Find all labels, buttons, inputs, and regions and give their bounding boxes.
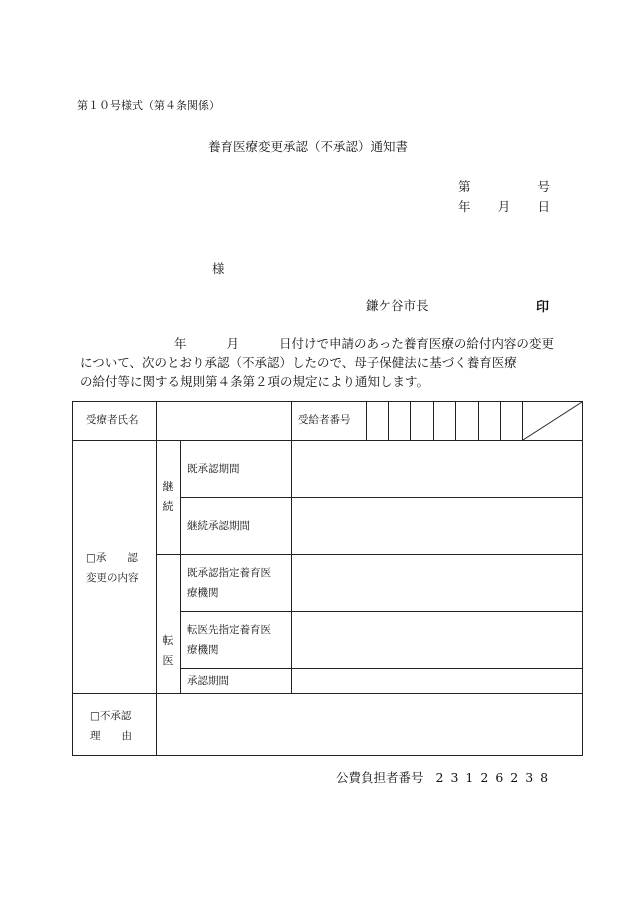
prior-facility-label-line2: 療機関: [187, 587, 219, 599]
date-day: 日: [537, 199, 550, 214]
burden-label: 公費負担者番号: [336, 770, 424, 785]
document-title: 養育医療変更承認（不承認）通知書: [208, 139, 409, 154]
continuation-label: 継続: [162, 480, 174, 513]
number-suffix: 号: [537, 179, 550, 194]
approved-period-label: 承認期間: [187, 675, 229, 687]
new-facility-label-line1: 転医先指定養育医: [187, 624, 271, 636]
recipient-name-label: 受療者氏名: [86, 414, 139, 426]
addressee-honorific: 様: [212, 261, 225, 276]
burden-value: 23126238: [435, 770, 556, 785]
body-year: 年: [174, 336, 187, 351]
prior-facility-label-line1: 既承認指定養育医: [187, 567, 271, 579]
new-facility-label-line2: 療機関: [187, 644, 219, 656]
rejection-label-line1: □不承認: [90, 710, 132, 722]
recipient-number-label: 受給者番号: [298, 414, 351, 426]
form-number: 第１０号様式（第４条関係）: [77, 99, 220, 112]
continued-period-label: 継続承認期間: [187, 520, 250, 532]
approval-label-line2: 変更の内容: [86, 572, 139, 584]
body-month: 月: [226, 336, 240, 351]
public-burden-number: [336, 768, 555, 786]
body-line1-rest: 日付けで申請のあった養育医療の給付内容の変更: [279, 336, 554, 351]
approval-label-line1: □承 認: [86, 552, 138, 564]
diagonal-slash: [523, 402, 582, 440]
prior-period-label: 既承認期間: [187, 463, 240, 475]
table-outer-border: [73, 402, 583, 756]
date-year: 年: [458, 199, 471, 214]
sender-name: 鎌ケ谷市長: [366, 298, 429, 313]
notice-line-2: について、次のとおり承認（不承認）したので、母子保健法に基づく養育医療: [80, 355, 517, 370]
notice-line-3: の給付等に関する規則第４条第２項の規定により通知します。: [80, 374, 430, 389]
date-month: 月: [497, 199, 511, 214]
rejection-label-line2: 理 由: [90, 730, 132, 742]
transfer-label: 転医: [162, 634, 174, 667]
number-prefix: 第: [458, 179, 471, 194]
seal-mark: 印: [536, 300, 550, 315]
